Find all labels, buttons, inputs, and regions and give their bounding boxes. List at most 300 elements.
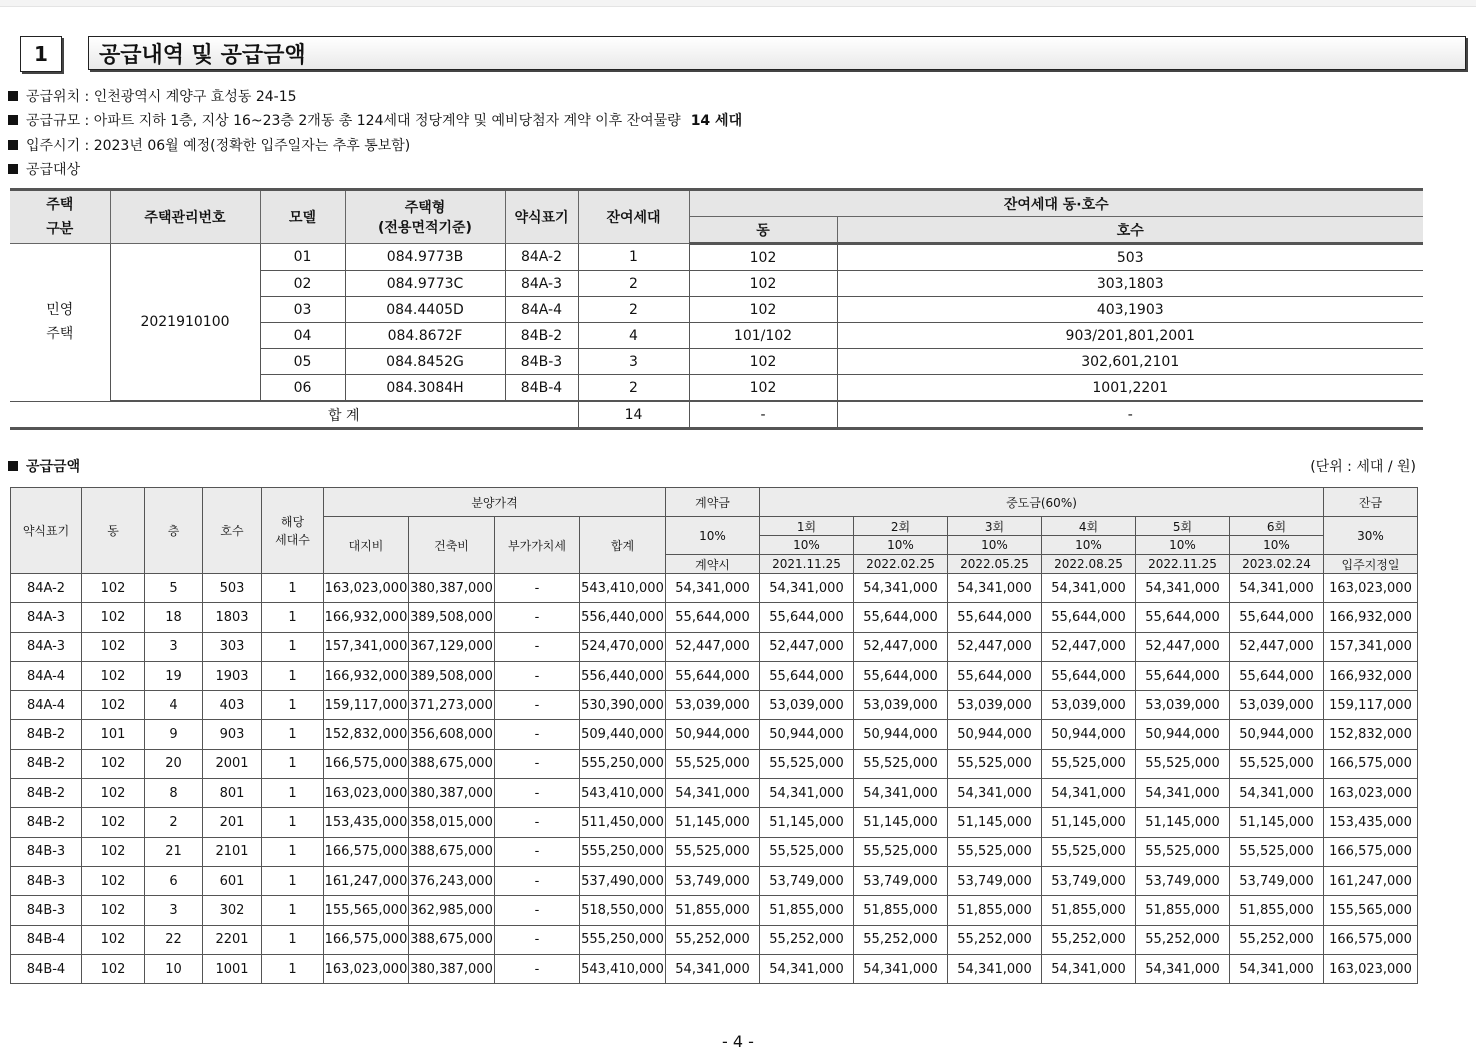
price-cell: - [495, 691, 580, 720]
price-cell: 55,644,000 [1042, 661, 1136, 690]
price-cell: 403 [203, 691, 262, 720]
price-section-title: 공급금액 [8, 456, 80, 476]
price-cell: 101 [82, 720, 145, 749]
price-cell: 389,508,000 [409, 603, 495, 632]
ph-pct: 10% [948, 536, 1042, 555]
price-cell: 159,117,000 [1324, 691, 1418, 720]
price-cell: 555,250,000 [580, 837, 666, 866]
model-cell: 04 [260, 323, 345, 349]
price-cell: 55,525,000 [666, 749, 760, 778]
ph-round: 6회 [1230, 517, 1324, 536]
dong-cell: 102 [689, 297, 837, 323]
price-cell: 157,341,000 [324, 632, 409, 661]
price-cell: 1 [262, 954, 324, 983]
price-row [11, 925, 1418, 954]
hosu-cell: 302,601,2101 [837, 349, 1423, 375]
price-cell: 1 [262, 691, 324, 720]
price-cell: 1 [262, 866, 324, 895]
price-cell: 1903 [203, 661, 262, 690]
total-dong: - [689, 401, 837, 429]
price-cell: 55,525,000 [948, 749, 1042, 778]
price-cell: 153,435,000 [1324, 808, 1418, 837]
price-cell: 54,341,000 [666, 574, 760, 603]
price-cell: 102 [82, 749, 145, 778]
model-cell: 01 [260, 244, 345, 271]
price-cell: 55,525,000 [760, 749, 854, 778]
house-type-cell: 084.8452G [345, 349, 505, 375]
price-cell: 55,644,000 [948, 603, 1042, 632]
price-cell: 1 [262, 574, 324, 603]
price-cell: - [495, 779, 580, 808]
header-dong: 동 [689, 217, 837, 244]
bullet-square-icon [8, 164, 18, 174]
price-cell: 55,644,000 [1136, 661, 1230, 690]
price-cell: 55,644,000 [1136, 603, 1230, 632]
price-cell: 166,932,000 [1324, 603, 1418, 632]
price-cell: 84B-3 [11, 896, 82, 925]
price-cell: 51,145,000 [1042, 808, 1136, 837]
price-cell: 84B-2 [11, 720, 82, 749]
price-cell: 2001 [203, 749, 262, 778]
header-remain-units: 잔여세대 동·호수 [689, 190, 1423, 217]
dong-cell: 102 [689, 349, 837, 375]
price-cell: 54,341,000 [1042, 954, 1136, 983]
price-cell: 51,145,000 [1136, 808, 1230, 837]
price-cell: 53,749,000 [1230, 866, 1324, 895]
price-cell: 55,252,000 [1230, 925, 1324, 954]
model-cell: 02 [260, 271, 345, 297]
header-model: 모델 [260, 190, 345, 244]
price-cell: - [495, 661, 580, 690]
price-cell: 3 [145, 632, 203, 661]
ph-contract: 계약금 [666, 488, 760, 517]
remain-cell: 3 [578, 349, 689, 375]
price-cell: 157,341,000 [1324, 632, 1418, 661]
price-cell: 50,944,000 [1136, 720, 1230, 749]
price-cell: 4 [145, 691, 203, 720]
price-cell: 52,447,000 [1136, 632, 1230, 661]
price-cell: 163,023,000 [1324, 574, 1418, 603]
price-cell: 362,985,000 [409, 896, 495, 925]
price-cell: 52,447,000 [948, 632, 1042, 661]
price-cell: 54,341,000 [1136, 779, 1230, 808]
remain-cell: 1 [578, 244, 689, 271]
price-cell: 1 [262, 837, 324, 866]
price-cell: 380,387,000 [409, 954, 495, 983]
price-cell: 55,644,000 [854, 603, 948, 632]
price-cell: - [495, 925, 580, 954]
price-cell: 53,749,000 [666, 866, 760, 895]
price-cell: 388,675,000 [409, 925, 495, 954]
price-cell: 52,447,000 [1230, 632, 1324, 661]
price-cell: 509,440,000 [580, 720, 666, 749]
hosu-cell: 503 [837, 244, 1423, 271]
price-cell: 55,252,000 [666, 925, 760, 954]
ph-pct: 10% [1230, 536, 1324, 555]
price-cell: 51,145,000 [666, 808, 760, 837]
price-cell: 166,932,000 [324, 603, 409, 632]
price-cell: 543,410,000 [580, 574, 666, 603]
price-cell: 53,749,000 [948, 866, 1042, 895]
price-cell: 84A-3 [11, 603, 82, 632]
price-cell: 55,644,000 [760, 661, 854, 690]
price-cell: - [495, 720, 580, 749]
house-type-cell: 084.4405D [345, 297, 505, 323]
price-cell: 55,644,000 [666, 603, 760, 632]
price-cell: 54,341,000 [760, 954, 854, 983]
info-movein: 입주시기 : 2023년 06월 예정(정확한 입주일자는 추후 통보함) [8, 137, 410, 155]
short-cell: 84B-2 [505, 323, 578, 349]
price-cell: 537,490,000 [580, 866, 666, 895]
model-cell: 06 [260, 375, 345, 402]
bullet-square-icon [8, 461, 18, 471]
price-cell: 1803 [203, 603, 262, 632]
price-cell: 84B-3 [11, 866, 82, 895]
price-cell: 19 [145, 661, 203, 690]
price-cell: 55,525,000 [1230, 837, 1324, 866]
price-cell: 55,525,000 [854, 837, 948, 866]
header-house-type: 주택형 (전용면적기준) [345, 190, 505, 244]
price-cell: 5 [145, 574, 203, 603]
short-cell: 84A-4 [505, 297, 578, 323]
house-type-cell: 084.9773C [345, 271, 505, 297]
price-cell: 84A-3 [11, 632, 82, 661]
price-cell: 55,252,000 [854, 925, 948, 954]
price-cell: - [495, 574, 580, 603]
price-cell: - [495, 632, 580, 661]
ph-hosu: 호수 [203, 488, 262, 574]
price-cell: 50,944,000 [948, 720, 1042, 749]
price-cell: 54,341,000 [1230, 779, 1324, 808]
ph-round: 1회 [760, 517, 854, 536]
price-cell: 84B-2 [11, 808, 82, 837]
price-cell: 102 [82, 925, 145, 954]
price-cell: 55,525,000 [854, 749, 948, 778]
price-cell: 601 [203, 866, 262, 895]
ph-pct: 10% [854, 536, 948, 555]
price-cell: 53,039,000 [1230, 691, 1324, 720]
price-cell: 50,944,000 [760, 720, 854, 749]
price-row [11, 896, 1418, 925]
price-cell: 51,145,000 [760, 808, 854, 837]
supply-table [10, 188, 1423, 430]
header-mgmt-no: 주택관리번호 [110, 190, 260, 244]
price-cell: 152,832,000 [1324, 720, 1418, 749]
price-cell: 55,252,000 [948, 925, 1042, 954]
price-cell: 303 [203, 632, 262, 661]
hosu-cell: 403,1903 [837, 297, 1423, 323]
price-cell: 102 [82, 574, 145, 603]
price-cell: 163,023,000 [1324, 779, 1418, 808]
price-cell: 530,390,000 [580, 691, 666, 720]
price-cell: 84B-4 [11, 925, 82, 954]
bullet-square-icon [8, 115, 18, 125]
supply-row [10, 244, 1423, 271]
ph-short: 약식표기 [11, 488, 82, 574]
bullet-square-icon [8, 140, 18, 150]
price-cell: 166,932,000 [1324, 661, 1418, 690]
price-cell: - [495, 954, 580, 983]
price-cell: 54,341,000 [948, 954, 1042, 983]
price-cell: 161,247,000 [324, 866, 409, 895]
section-title: 공급내역 및 공급금액 [88, 36, 1466, 70]
price-cell: 55,644,000 [1042, 603, 1136, 632]
ph-date: 2022.08.25 [1042, 555, 1136, 574]
price-cell: 102 [82, 954, 145, 983]
model-cell: 05 [260, 349, 345, 375]
price-row [11, 720, 1418, 749]
price-row [11, 779, 1418, 808]
price-cell: - [495, 866, 580, 895]
price-cell: 6 [145, 866, 203, 895]
price-cell: 166,932,000 [324, 661, 409, 690]
ph-sum: 합계 [580, 517, 666, 574]
ph-building: 건축비 [409, 517, 495, 574]
ph-round: 3회 [948, 517, 1042, 536]
price-cell: 166,575,000 [324, 837, 409, 866]
price-cell: 55,644,000 [854, 661, 948, 690]
price-cell: 51,855,000 [760, 896, 854, 925]
price-cell: 524,470,000 [580, 632, 666, 661]
price-cell: 84B-2 [11, 779, 82, 808]
price-cell: - [495, 603, 580, 632]
remain-cell: 2 [578, 375, 689, 402]
ph-land: 대지비 [324, 517, 409, 574]
price-cell: 163,023,000 [324, 574, 409, 603]
price-cell: 358,015,000 [409, 808, 495, 837]
house-type-cell: 084.9773B [345, 244, 505, 271]
short-cell: 84A-2 [505, 244, 578, 271]
price-cell: 55,525,000 [1136, 837, 1230, 866]
house-category-cell: 민영 주택 [10, 244, 110, 402]
price-cell: 102 [82, 691, 145, 720]
ph-date: 2022.05.25 [948, 555, 1042, 574]
ph-dong: 동 [82, 488, 145, 574]
ph-balance-pct: 30% [1324, 517, 1418, 555]
price-cell: 1 [262, 749, 324, 778]
price-cell: 376,243,000 [409, 866, 495, 895]
price-cell: 2201 [203, 925, 262, 954]
price-cell: 55,525,000 [948, 837, 1042, 866]
price-cell: 380,387,000 [409, 574, 495, 603]
price-cell: 55,644,000 [1230, 661, 1324, 690]
model-cell: 03 [260, 297, 345, 323]
price-cell: 163,023,000 [324, 779, 409, 808]
price-cell: 55,252,000 [1136, 925, 1230, 954]
price-cell: 1 [262, 779, 324, 808]
price-cell: 556,440,000 [580, 661, 666, 690]
price-cell: 51,855,000 [1042, 896, 1136, 925]
price-cell: 1001 [203, 954, 262, 983]
ph-date: 2022.02.25 [854, 555, 948, 574]
price-row [11, 632, 1418, 661]
price-cell: 163,023,000 [1324, 954, 1418, 983]
price-cell: 166,575,000 [1324, 837, 1418, 866]
price-cell: 556,440,000 [580, 603, 666, 632]
price-cell: 55,525,000 [1042, 749, 1136, 778]
total-hosu: - [837, 401, 1423, 429]
price-cell: 371,273,000 [409, 691, 495, 720]
mgmt-no-cell: 2021910100 [110, 244, 260, 402]
price-cell: 1 [262, 661, 324, 690]
price-row [11, 808, 1418, 837]
ph-balance: 잔금 [1324, 488, 1418, 517]
price-cell: 54,341,000 [1042, 574, 1136, 603]
section-number: 1 [20, 36, 62, 72]
header-hosu: 호수 [837, 217, 1423, 244]
price-cell: 51,855,000 [666, 896, 760, 925]
price-cell: 53,749,000 [760, 866, 854, 895]
price-cell: 102 [82, 603, 145, 632]
house-type-cell: 084.8672F [345, 323, 505, 349]
remain-cell: 2 [578, 271, 689, 297]
ph-units: 해당 세대수 [262, 488, 324, 574]
price-row [11, 603, 1418, 632]
price-cell: 153,435,000 [324, 808, 409, 837]
info-target: 공급대상 [8, 161, 80, 179]
price-cell: 18 [145, 603, 203, 632]
short-cell: 84B-4 [505, 375, 578, 402]
price-row [11, 837, 1418, 866]
price-cell: 55,252,000 [1042, 925, 1136, 954]
price-cell: 555,250,000 [580, 749, 666, 778]
house-type-cell: 084.3084H [345, 375, 505, 402]
price-cell: 20 [145, 749, 203, 778]
price-cell: 903 [203, 720, 262, 749]
price-cell: - [495, 837, 580, 866]
price-row [11, 749, 1418, 778]
price-cell: 389,508,000 [409, 661, 495, 690]
unit-note: (단위 : 세대 / 원) [1310, 459, 1416, 475]
price-cell: 159,117,000 [324, 691, 409, 720]
price-cell: 84A-2 [11, 574, 82, 603]
price-cell: 51,855,000 [854, 896, 948, 925]
price-cell: 51,145,000 [948, 808, 1042, 837]
price-cell: 8 [145, 779, 203, 808]
ph-middle: 중도금(60%) [760, 488, 1324, 517]
price-cell: 543,410,000 [580, 954, 666, 983]
price-cell: 54,341,000 [854, 574, 948, 603]
remaining-units-bold: 14 세대 [690, 113, 743, 129]
price-cell: 53,039,000 [854, 691, 948, 720]
price-cell: 380,387,000 [409, 779, 495, 808]
ph-contract-pct: 10% [666, 517, 760, 555]
price-cell: 201 [203, 808, 262, 837]
price-cell: 51,855,000 [1136, 896, 1230, 925]
ph-date: 2023.02.24 [1230, 555, 1324, 574]
price-cell: 54,341,000 [948, 574, 1042, 603]
ph-price: 분양가격 [324, 488, 666, 517]
price-cell: 51,145,000 [854, 808, 948, 837]
price-cell: 388,675,000 [409, 837, 495, 866]
dong-cell: 102 [689, 244, 837, 271]
ph-round: 4회 [1042, 517, 1136, 536]
price-cell: 10 [145, 954, 203, 983]
price-cell: 152,832,000 [324, 720, 409, 749]
short-cell: 84A-3 [505, 271, 578, 297]
price-row [11, 691, 1418, 720]
price-cell: 166,575,000 [1324, 925, 1418, 954]
price-cell: 166,575,000 [324, 925, 409, 954]
price-cell: 1 [262, 808, 324, 837]
header-remain: 잔여세대 [578, 190, 689, 244]
price-cell: 50,944,000 [1230, 720, 1324, 749]
price-cell: 84B-4 [11, 954, 82, 983]
price-cell: 22 [145, 925, 203, 954]
price-cell: 102 [82, 837, 145, 866]
price-cell: 102 [82, 779, 145, 808]
price-cell: 51,145,000 [1230, 808, 1324, 837]
price-cell: 1 [262, 603, 324, 632]
hosu-cell: 903/201,801,2001 [837, 323, 1423, 349]
price-cell: 84A-4 [11, 691, 82, 720]
price-cell: 511,450,000 [580, 808, 666, 837]
short-cell: 84B-3 [505, 349, 578, 375]
price-cell: 54,341,000 [1230, 954, 1324, 983]
price-cell: 155,565,000 [1324, 896, 1418, 925]
price-cell: 1 [262, 896, 324, 925]
price-cell: 50,944,000 [666, 720, 760, 749]
price-cell: 102 [82, 808, 145, 837]
header-short: 약식표기 [505, 190, 578, 244]
price-cell: 356,608,000 [409, 720, 495, 749]
price-cell: 801 [203, 779, 262, 808]
ph-pct: 10% [1136, 536, 1230, 555]
price-cell: 503 [203, 574, 262, 603]
price-cell: 53,039,000 [760, 691, 854, 720]
price-cell: 543,410,000 [580, 779, 666, 808]
price-cell: 54,341,000 [666, 779, 760, 808]
total-remain: 14 [578, 401, 689, 429]
price-cell: 54,341,000 [948, 779, 1042, 808]
price-cell: 84B-3 [11, 837, 82, 866]
price-cell: 53,749,000 [1042, 866, 1136, 895]
remain-cell: 2 [578, 297, 689, 323]
price-cell: 3 [145, 896, 203, 925]
total-label: 합 계 [110, 401, 578, 429]
price-cell: 54,341,000 [760, 574, 854, 603]
price-cell: 155,565,000 [324, 896, 409, 925]
price-cell: 51,855,000 [948, 896, 1042, 925]
price-cell: 55,644,000 [666, 661, 760, 690]
price-cell: 9 [145, 720, 203, 749]
price-cell: 84A-4 [11, 661, 82, 690]
price-cell: 53,039,000 [1042, 691, 1136, 720]
price-cell: - [495, 896, 580, 925]
price-cell: 53,039,000 [666, 691, 760, 720]
price-cell: 54,341,000 [1136, 574, 1230, 603]
bullet-square-icon [8, 91, 18, 101]
empty-cell [10, 401, 110, 429]
price-cell: 54,341,000 [666, 954, 760, 983]
price-cell: 166,575,000 [1324, 749, 1418, 778]
price-cell: 53,039,000 [948, 691, 1042, 720]
top-edge [0, 0, 1476, 7]
price-cell: - [495, 808, 580, 837]
price-cell: 302 [203, 896, 262, 925]
price-cell: 518,550,000 [580, 896, 666, 925]
price-cell: 1 [262, 720, 324, 749]
price-cell: 102 [82, 661, 145, 690]
price-cell: 1 [262, 632, 324, 661]
ph-balance-when: 입주지정일 [1324, 555, 1418, 574]
ph-floor: 층 [145, 488, 203, 574]
price-cell: 388,675,000 [409, 749, 495, 778]
supply-total-row [10, 401, 1423, 429]
price-cell: 55,252,000 [760, 925, 854, 954]
price-cell: 102 [82, 632, 145, 661]
price-row [11, 574, 1418, 603]
